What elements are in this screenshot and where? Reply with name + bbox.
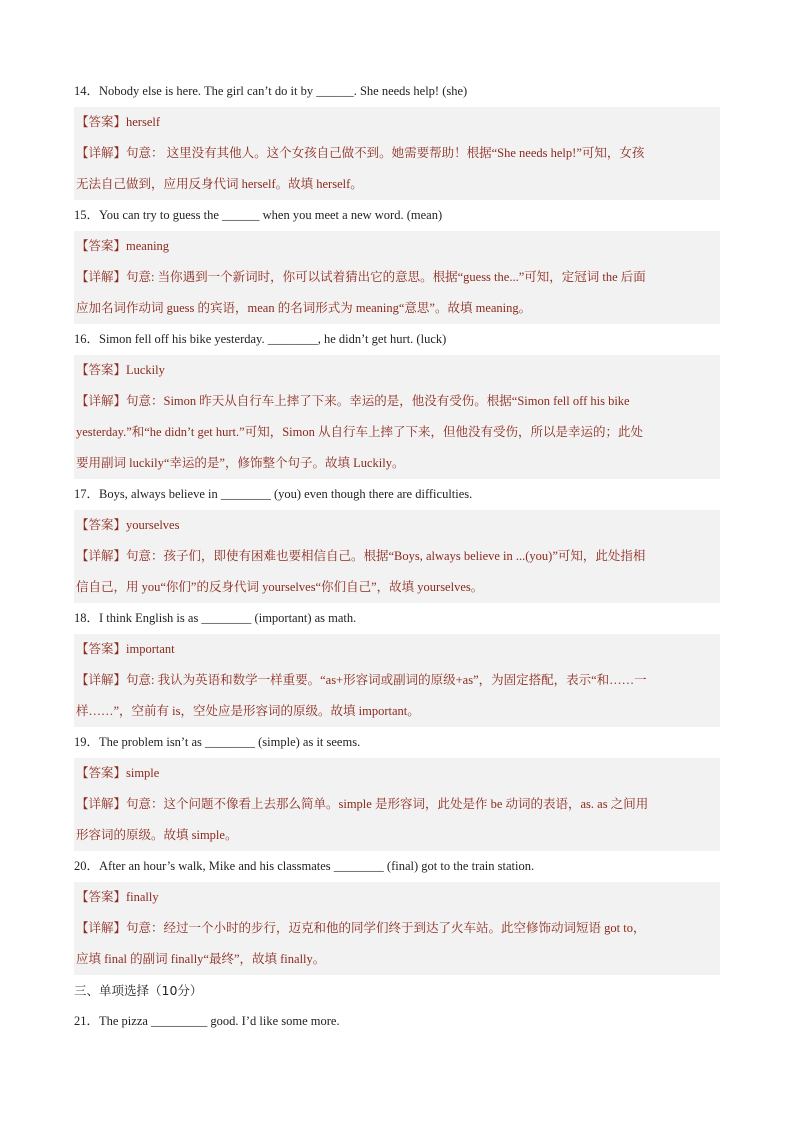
answer-box — [74, 355, 720, 479]
detail-line: 【详解】句意：经过一个小时的步行，迈克和他的同学们终于到达了火车站。此空修饰动词短语 got to， — [76, 921, 646, 935]
section-title: 三、单项选择（10分） — [74, 983, 203, 998]
question-text: 19．The problem isn’t as ________ (simple) as it seems. — [74, 735, 361, 749]
question-text: 18．I think English is as ________ (important) as math. — [74, 611, 357, 625]
question-block-14 — [74, 76, 720, 200]
detail-line: 要用副词 luckily“幸运的是”，修饰整个句子。故填 Luckily。 — [76, 456, 405, 470]
question-text: 17．Boys, always believe in ________ (you) even though there are difficulties. — [74, 487, 473, 501]
detail-line: 无法自己做到，应用反身代词 herself。故填 herself。 — [76, 177, 363, 191]
detail-line: yesterday.”和“he didn’t get hurt.”可知，Simon 从自行车上摔了下来，但他没有受伤，所以是幸运的；此处 — [76, 425, 643, 439]
question-block-15 — [74, 200, 720, 324]
question-block-19 — [74, 727, 720, 851]
answer-box — [74, 758, 720, 851]
question-block-17 — [74, 479, 720, 603]
detail-line: 形容词的原级。故填 simple。 — [76, 828, 238, 842]
detail-line: 【详解】句意： 这里没有其他人。这个女孩自己做不到。她需要帮助！根据“She needs help!”可知，女孩 — [76, 146, 645, 160]
answer-box — [74, 882, 720, 975]
answer-box — [74, 634, 720, 727]
detail-line: 信自己，用 you“你们”的反身代词 yourselves“你们自己”，故填 yourselves。 — [76, 580, 484, 594]
question-block-16 — [74, 324, 720, 479]
answer-line: 【答案】Luckily — [76, 363, 165, 377]
question-text: 14．Nobody else is here. The girl can’t do it by ______. She needs help! (she) — [74, 84, 468, 98]
question-text: 21．The pizza _________ good. I’d like some more. — [74, 1014, 340, 1028]
detail-line: 应填 final 的副词 finally“最终”，故填 finally。 — [76, 952, 326, 966]
answer-line: 【答案】meaning — [76, 239, 170, 253]
answer-box — [74, 107, 720, 200]
detail-line: 【详解】句意: 当你遇到一个新词时，你可以试着猜出它的意思。根据“guess the...”可知，定冠词 the 后面 — [76, 270, 646, 284]
answer-box — [74, 231, 720, 324]
question-block-18 — [74, 603, 720, 727]
answer-line: 【答案】yourselves — [76, 518, 180, 532]
detail-line: 【详解】句意：这个问题不像看上去那么简单。simple 是形容词，此处是作 be 动词的表语，as. as 之间用 — [76, 797, 649, 811]
detail-line: 应加名词作动词 guess 的宾语，mean 的名词形式为 meaning“意思”。故填 meaning。 — [76, 301, 532, 315]
detail-line: 【详解】句意：Simon 昨天从自行车上摔了下来。幸运的是，他没有受伤。根据“Simon fell off his bike — [76, 394, 630, 408]
question-block-20 — [74, 851, 720, 975]
answer-box — [74, 510, 720, 603]
answer-line: 【答案】herself — [76, 115, 161, 129]
question-text: 20．After an hour’s walk, Mike and his classmates ________ (final) got to the train station. — [74, 859, 535, 873]
document-page — [74, 76, 720, 1037]
answer-line: 【答案】simple — [76, 766, 160, 780]
answer-line: 【答案】finally — [76, 890, 159, 904]
detail-line: 【详解】句意: 我认为英语和数学一样重要。“as+形容词或副词的原级+as”，为固定搭配，表示“和……一 — [76, 673, 647, 687]
detail-line: 【详解】句意：孩子们，即使有困难也要相信自己。根据“Boys, always believe in ...(you)”可知，此处指相 — [76, 549, 646, 563]
detail-line: 样……”，空前有 is，空处应是形容词的原级。故填 important。 — [76, 704, 420, 718]
question-text: 16．Simon fell off his bike yesterday. ________, he didn’t get hurt. (luck) — [74, 332, 447, 346]
answer-line: 【答案】important — [76, 642, 175, 656]
question-text: 15．You can try to guess the ______ when you meet a new word. (mean) — [74, 208, 443, 222]
